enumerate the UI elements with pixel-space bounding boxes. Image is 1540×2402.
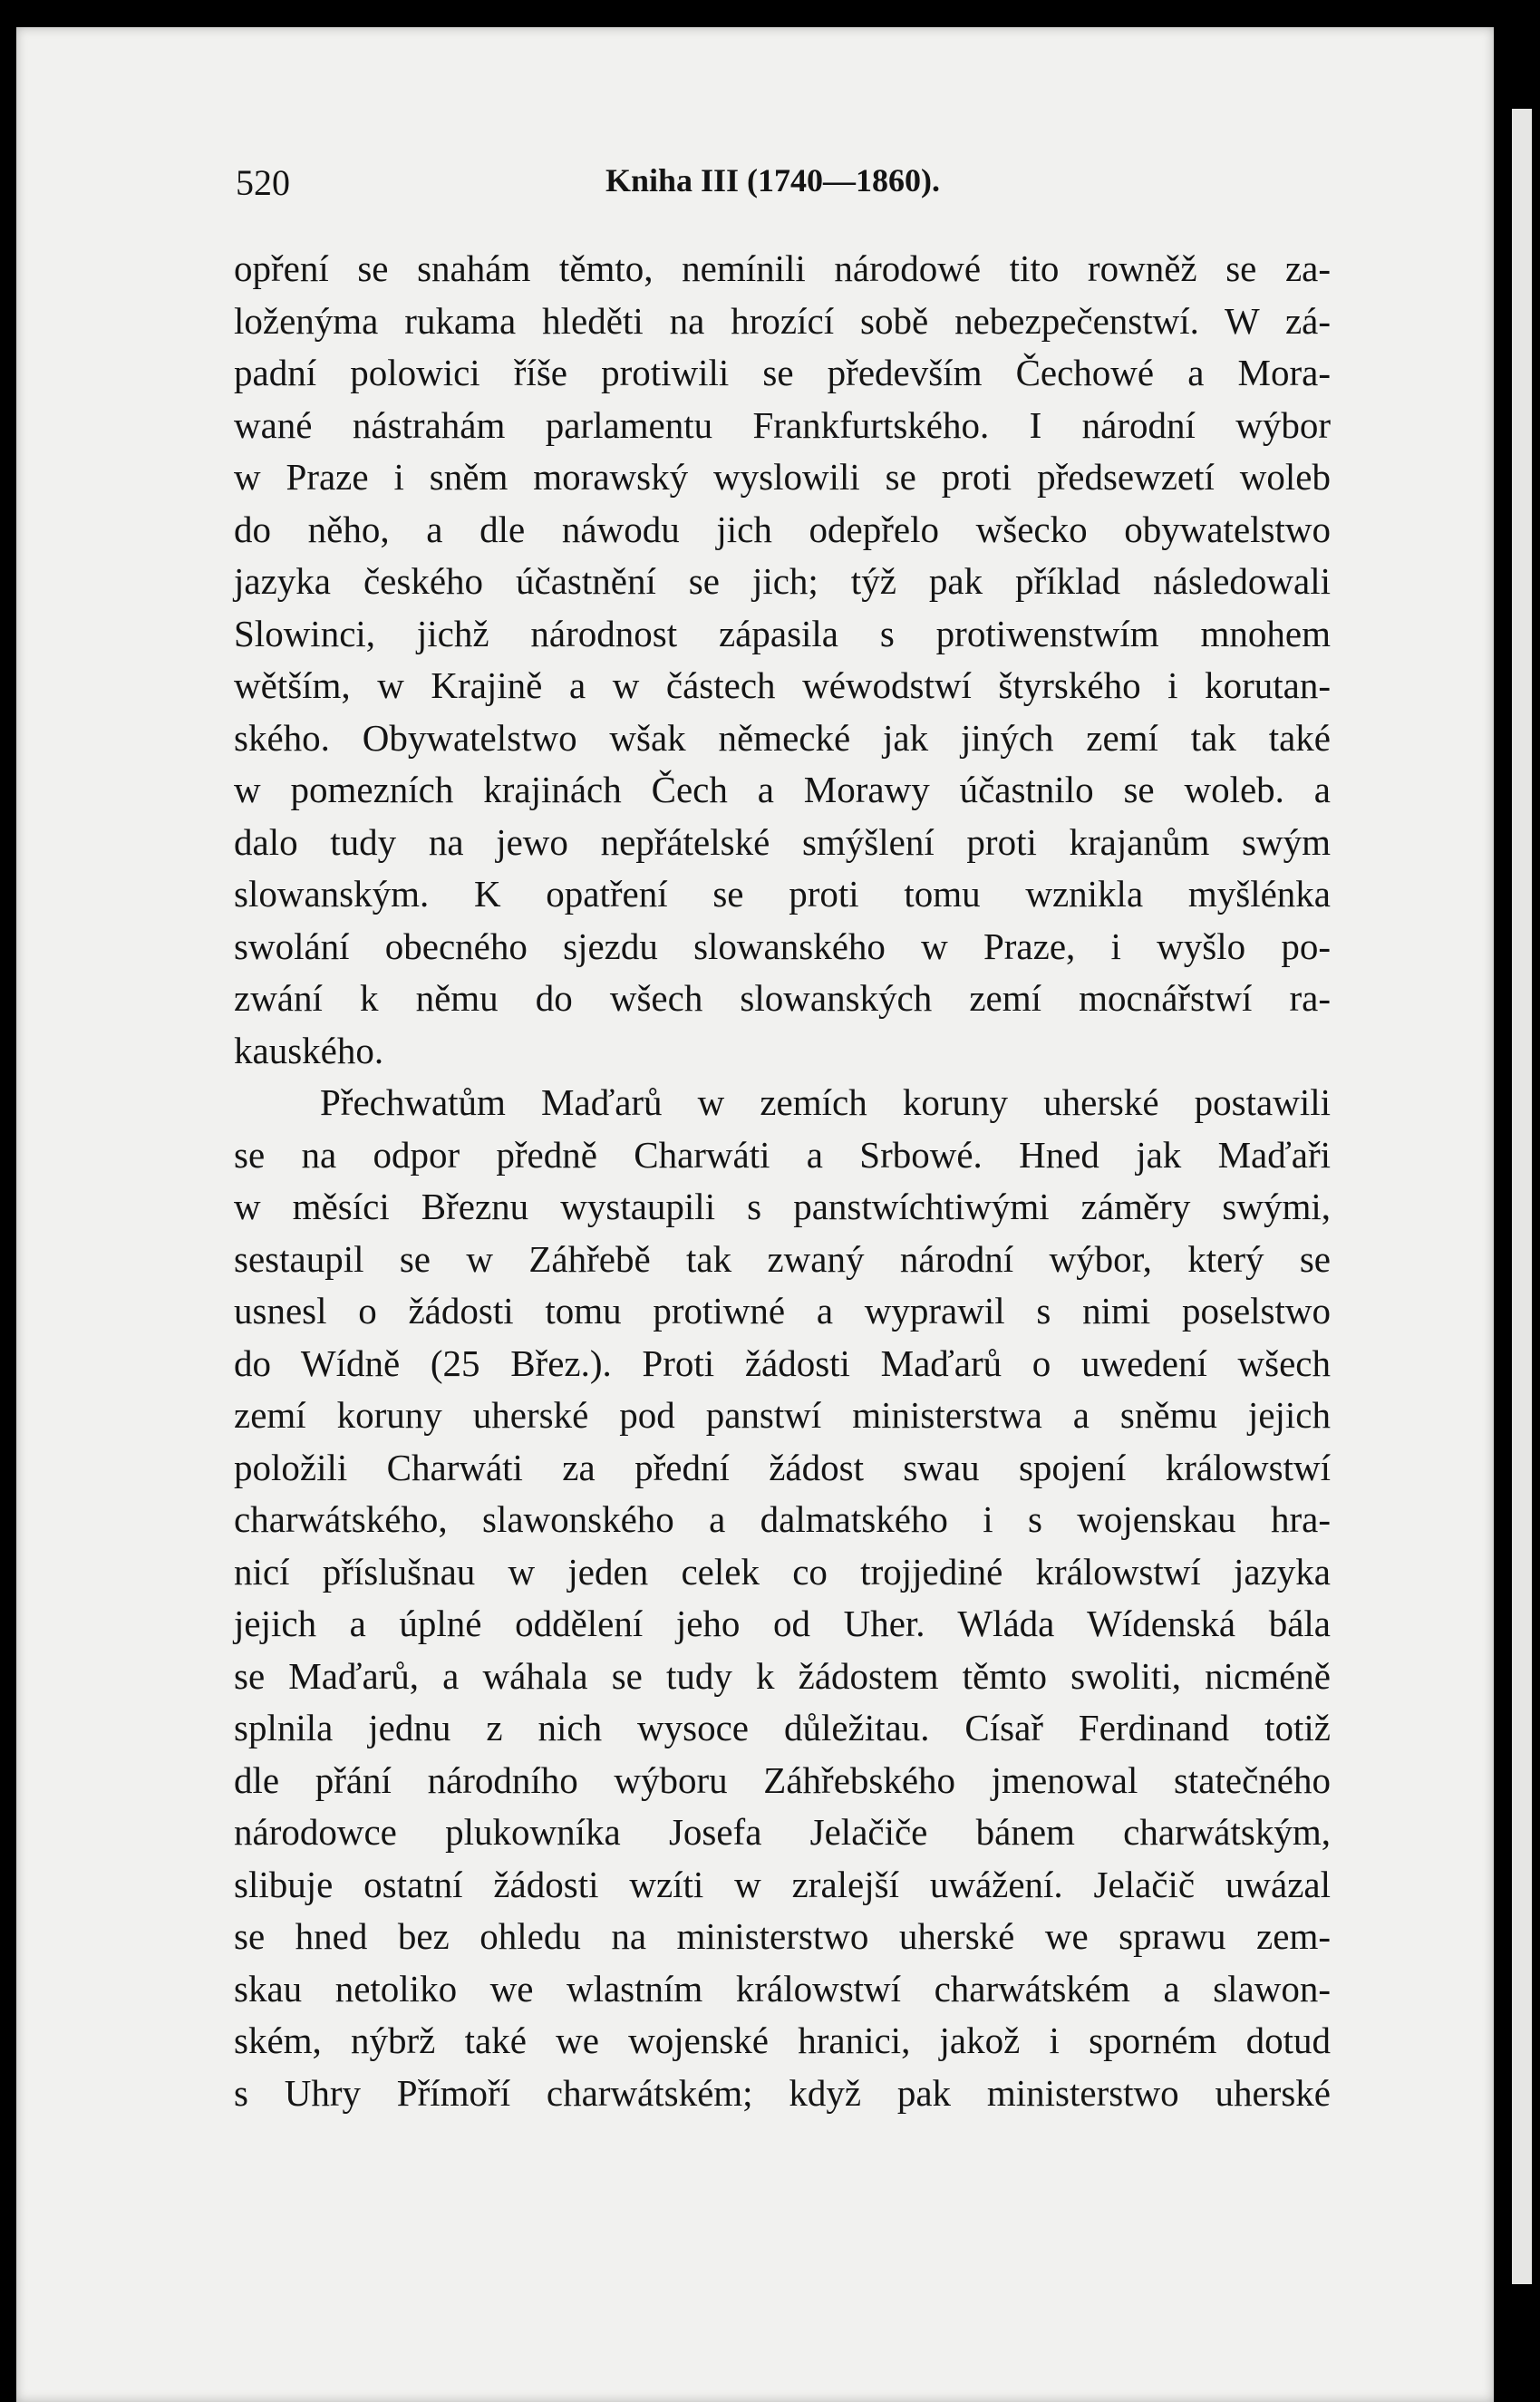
text-line: slowanským. K opatření se proti tomu wznikla myšlénka — [234, 873, 1331, 915]
page-header — [218, 152, 1328, 207]
text-line: se Maďarů, a wáhala se tudy k žádostem těmto swoliti, nicméně — [234, 1654, 1331, 1697]
running-title: Kniha III (1740—1860). — [605, 162, 941, 199]
paragraph-1 — [234, 243, 1331, 1077]
text-line: zwání k němu do wšech slowanských zemí mocnářstwí ra- — [234, 977, 1331, 1019]
text-line: splnila jednu z nich wysoce důležitau. Císař Ferdinand totiž — [234, 1707, 1331, 1748]
text-line: jazyka českého účastnění se jich; týž pak příklad následowali — [234, 560, 1331, 602]
text-line: usnesl o žádosti tomu protiwné a wyprawil s nimi poselstwo — [234, 1290, 1331, 1332]
text-line: loženýma rukama hleděti na hrozící sobě nebezpečenstwí. W zá- — [234, 299, 1331, 342]
text-line: sestaupil se w Záhřebě tak zwaný národní wýbor, který se — [234, 1237, 1331, 1280]
text-line: w měsíci Březnu wystaupili s panstwíchtiwými záměry swými, — [234, 1186, 1331, 1227]
text-line: jejich a úplné oddělení jeho od Uher. Wláda Wídenská bála — [234, 1603, 1331, 1644]
text-line: do Wídně (25 Břez.). Proti žádosti Maďarů o uwedení wšech — [234, 1341, 1331, 1384]
text-line: kauského. — [234, 1029, 384, 1071]
text-line: wané nástrahám parlamentu Frankfurtského. I národní wýbor — [234, 403, 1331, 446]
text-line: w Praze i sněm morawský wyslowili se proti předsewzetí woleb — [234, 456, 1331, 498]
text-line: Přechwatům Maďarů w zemích koruny uherské postawili — [320, 1081, 1331, 1123]
text-line: opření se snahám těmto, nemínili národowé tito rowněž se za- — [234, 247, 1331, 289]
text-line: ském, nýbrž také we wojenské hranici, jakož i sporném dotud — [234, 2019, 1331, 2061]
text-line: w pomezních krajinách Čech a Morawy účastnilo se woleb. a — [234, 769, 1331, 810]
text-line: slibuje ostatní žádosti wzíti w zralejší uwážení. Jelačič uwázal — [234, 1863, 1331, 1905]
scan-adjacent-page-strip — [1512, 109, 1532, 2284]
text-line: skau netoliko we wlastním králowstwí charwátském a slawon- — [234, 1967, 1331, 2010]
text-line: zemí koruny uherské pod panstwí ministerstwa a sněmu jejich — [234, 1394, 1331, 1436]
text-line: národowce plukowníka Josefa Jelačiče bánem charwátským, — [234, 1811, 1331, 1853]
text-line: Slowinci, jichž národnost zápasila s protiwenstwím mnohem — [234, 612, 1331, 654]
text-line: charwátského, slawonského a dalmatského i s wojenskau hra- — [234, 1498, 1331, 1540]
text-line: položili Charwáti za přední žádost swau spojení králowstwí — [234, 1446, 1331, 1488]
text-line: se hned bez ohledu na ministerstwo uherské we sprawu zem- — [234, 1915, 1331, 1957]
text-line: wětším, w Krajině a w částech wéwodstwí štyrského i korutan- — [234, 664, 1331, 706]
text-line: do něho, a dle náwodu jich odepřelo wšecko obywatelstwo — [234, 508, 1331, 550]
text-line: s Uhry Přímoří charwátském; když pak ministerstwo uherské — [234, 2071, 1331, 2114]
text-line: se na odpor předně Charwáti a Srbowé. Hned jak Maďaři — [234, 1133, 1331, 1176]
text-line: dle přání národního wýboru Záhřebského jmenowal statečného — [234, 1758, 1331, 1801]
text-line: dalo tudy na jewo nepřátelské smýšlení proti krajanům swým — [234, 820, 1331, 863]
text-line: padní polowici říše protiwili se především Čechowé a Mora- — [234, 352, 1331, 393]
body-text — [234, 243, 1331, 2119]
text-line: ského. Obywatelstwo wšak německé jak jiných zemí tak také — [234, 716, 1331, 759]
text-line: nicí příslušnau w jeden celek co trojjediné králowstwí jazyka — [234, 1550, 1331, 1593]
text-line: swolání obecného sjezdu slowanského w Praze, i wyšlo po- — [234, 925, 1331, 967]
paragraph-2 — [234, 1077, 1331, 2119]
page-number: 520 — [236, 162, 290, 203]
